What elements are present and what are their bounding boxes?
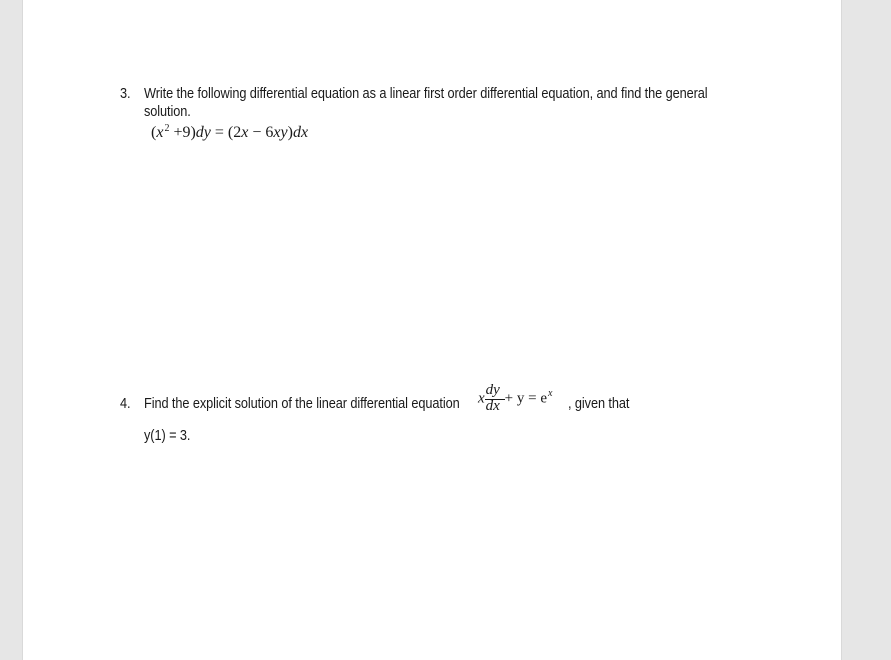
document-page bbox=[22, 0, 842, 660]
q3-eq-minus: − 6 bbox=[248, 124, 274, 141]
q4-text-after: , given that bbox=[568, 396, 630, 412]
q4-math-x: x bbox=[478, 390, 485, 407]
q3-eq-rest: +9) bbox=[169, 124, 196, 141]
q3-number: 3. bbox=[120, 86, 131, 102]
q3-eq-dy: dy bbox=[195, 124, 211, 141]
q3-eq-close: ) bbox=[287, 124, 293, 141]
q3-eq-x: x bbox=[156, 124, 164, 141]
q3-equation: $(x^2 +9)dy = (2x - 6xy)dx$ bbox=[151, 123, 309, 141]
q4-fraction bbox=[485, 384, 505, 414]
q3-eq-dx: dx bbox=[292, 124, 309, 141]
q4-math-exponent: x bbox=[548, 388, 553, 400]
q3-eq-equals: = (2 bbox=[210, 124, 242, 141]
q4-line2: y(1) = 3. bbox=[144, 428, 191, 444]
q4-math-plus-y: + y = e bbox=[504, 390, 547, 407]
q3-eq-exponent: 2 bbox=[164, 123, 170, 134]
q4-text-before: Find the explicit solution of the linear differential equation bbox=[144, 396, 460, 412]
q3-eq-xy: xy bbox=[273, 124, 288, 141]
q4-fraction-numerator: dy bbox=[485, 382, 500, 398]
q4-fraction-denominator: dx bbox=[485, 398, 500, 414]
q4-equation bbox=[478, 384, 552, 414]
q3-text-line2: solution. bbox=[144, 104, 191, 120]
q4-number: 4. bbox=[120, 396, 131, 412]
q3-eq-x2: x bbox=[241, 124, 249, 141]
q3-text-line1: Write the following differential equation as a linear first order differential equation, and find the general bbox=[144, 86, 708, 102]
